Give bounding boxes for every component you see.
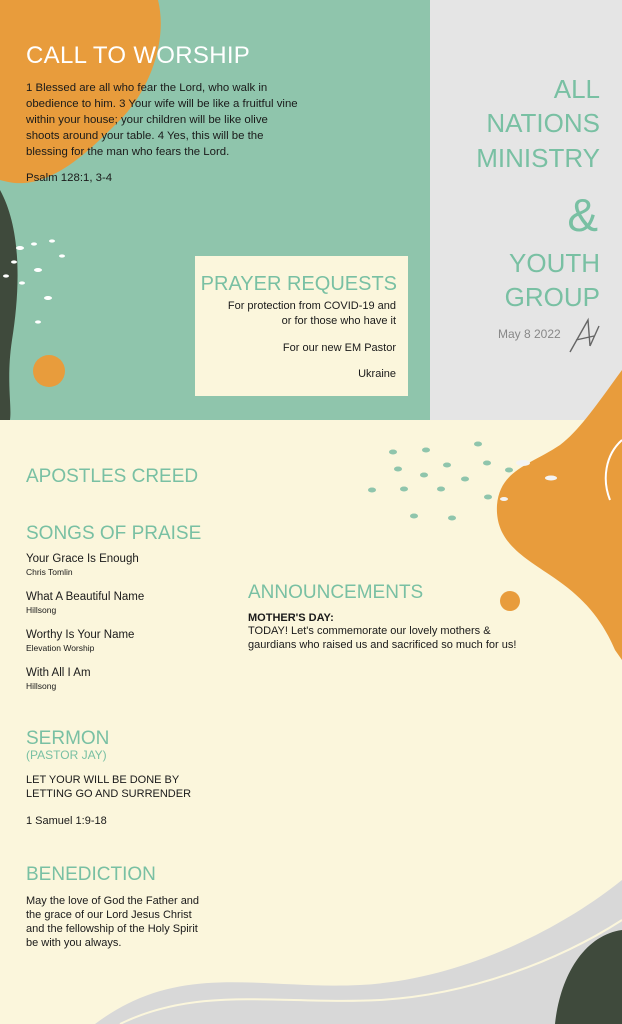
announcements-title: ANNOUNCEMENTS [248,582,424,603]
sermon-topic: LET YOUR WILL BE DONE BY LETTING GO AND SURRENDER [26,774,192,800]
call-to-worship-reference: Psalm 128:1, 3-4 [26,172,113,184]
sermon-title: SERMON [26,728,110,749]
brand-line-5: GROUP [504,282,600,312]
sermon-speaker: (PASTOR JAY) [26,748,107,762]
song-artist: Elevation Worship [26,643,95,653]
song-name: Your Grace Is Enough [26,553,139,565]
prayer-request-item: For protection from COVID-19 and or for those who have it [227,300,396,327]
brand-line-3: MINISTRY [476,143,600,173]
brand-ampersand: & [567,189,598,241]
announcement-text: TODAY! Let's commemorate our lovely mothers & gaurdians who raised us and sacrificed so much for us! [248,625,517,651]
sermon-scripture: 1 Samuel 1:9-18 [26,815,107,827]
call-to-worship-verse: 1 Blessed are all who fear the Lord, who walk in obedience to him. 3 Your wife will be like a fruitful vine within your house; your children will be like olive shoots around your table. 4 Yes, this will be the blessing for the man who fears the Lord. [26,82,298,158]
song-artist: Hillsong [26,681,57,691]
prayer-requests-title: PRAYER REQUESTS [200,273,397,295]
song-artist: Chris Tomlin [26,567,73,577]
song-name: What A Beautiful Name [26,591,145,603]
benediction-text: May the love of God the Father and the grace of our Lord Jesus Christ and the fellowship of the Holy Spirit be with you always. [26,895,200,949]
prayer-request-item: Ukraine [358,368,396,380]
announcement-heading: MOTHER'S DAY: [248,612,334,624]
apostles-creed-title: APOSTLES CREED [26,466,199,487]
bulletin-date: May 8 2022 [498,327,561,341]
signature-logo [566,316,602,356]
song-artist: Hillsong [26,605,57,615]
brand-line-2: NATIONS [486,108,600,138]
benediction-title: BENEDICTION [26,864,156,885]
prayer-request-item: For our new EM Pastor [282,342,396,354]
songs-title: SONGS OF PRAISE [26,523,202,544]
brand-line-1: ALL [553,74,600,104]
song-name: Worthy Is Your Name [26,629,135,641]
prayer-requests-card [195,256,408,396]
call-to-worship-title: CALL TO WORSHIP [26,42,251,69]
brand-line-4: YOUTH [509,248,600,278]
song-name: With All I Am [26,667,91,679]
